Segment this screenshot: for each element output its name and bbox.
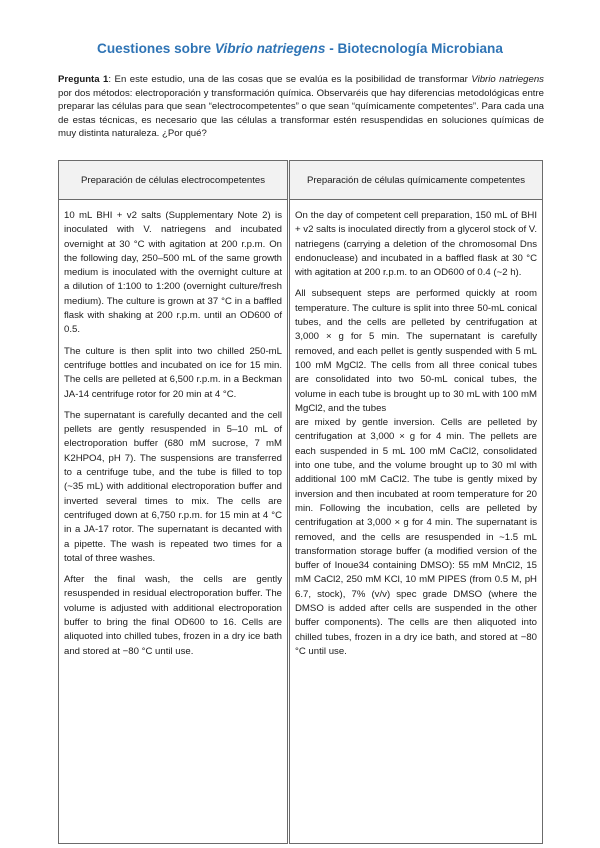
header-electrocompetent: Preparación de células electrocompetentes	[59, 161, 289, 200]
question-text-2: por dos métodos: electroporación y transformación química. Observaréis que hay diferencias metodológicas entre preparar las células para que sean “electrocompetentes” o que sean “químicamente competentes”. Para cada una de estas técnicas, es necesario que las células a transformar estén resuspendidas en soluciones químicas de muy distinta naturaleza. ¿Por qué?	[58, 87, 544, 140]
header-chemically-competent: Preparación de células químicamente competentes	[289, 161, 543, 200]
electro-paragraph: 10 mL BHI + v2 salts (Supplementary Note 2) is inoculated with V. natriegens and incubated overnight at 30 °C with agitation at 200 r.p.m. On the following day, 250–500 mL of the same growth medium is inoculated with the overnight culture at a dilution of 1:100 to 1:200 (overnight culture/fresh medium). The culture is grown at 37 °C in a baffled flask with shaking at 200 r.p.m. until an OD600 of 0.5.	[64, 210, 282, 336]
electro-paragraph: After the final wash, the cells are gently resuspended in residual electroporation buffer. The volume is adjusted with additional electroporation buffer to bring the final OD600 to 16. Cells are aliquoted into chilled tubes, frozen in a dry ice bath and stored at −80 °C until use.	[64, 574, 282, 657]
protocol-table	[58, 160, 543, 844]
table-body-row	[59, 200, 543, 844]
chemically-competent-cell	[289, 200, 543, 844]
electro-paragraph: The supernatant is carefully decanted and the cell pellets are gently resuspended in 5–10 mL of electroporation buffer (680 mM sucrose, 7 mM K2HPO4, pH 7). The suspensions are transferred to a centrifuge tube, and the tube is filled to top (~35 mL) with additional electroporation buffer and inverted several times to mix. The cells are centrifuged down at 6,750 r.p.m. for 15 min at 4 °C in a JA-17 rotor. The supernatant is decanted with a pipette. The wash is repeated two times for a total of three washes.	[64, 409, 282, 564]
chemical-paragraph: All subsequent steps are performed quickly at room temperature. The culture is split into three 50-mL conical tubes, and the cells are pelleted by centrifugation at 3,000 × g for 5 min. The supernatant is carefully removed, and each pellet is gently suspended with 5 mL 100 mM MgCl2. The cells from all three conical tubes are consolidated into two 50-mL conical tubes, the volume in each tube is brought up to 30 mL with 100 mM MgCl2, and the tubes	[295, 288, 537, 414]
electro-paragraph: The culture is then split into two chilled 250-mL centrifuge bottles and incubated on ice for 15 min. The cells are pelleted at 6,500 r.p.m. in a Beckman JA-14 centrifuge rotor for 20 min at 4 °C.	[64, 345, 282, 400]
table-header-row	[59, 161, 543, 200]
chemical-paragraph: On the day of competent cell preparation, 150 mL of BHI + v2 salts is inoculated directly from a glycerol stock of V. natriegens (carrying a deletion of the chromosomal Dns endonuclease) and incubated in a baffled flask at 30 °C with agitation at 200 r.p.m. to an OD600 of 0.4 (~2 h).	[295, 210, 537, 279]
chemical-paragraph: are mixed by gentle inversion. Cells are pelleted by centrifugation at 3,000 × g for 4 min. The pellets are each suspended in 5 mL 100 mM CaCl2, consolidated into one tube, and the volume brought up to 30 ml with additional 100 mM CaCl2. The tube is gently mixed by inversion and then incubated at room temperature for 20 min. Following the incubation, cells are pelleted by centrifugation at 3,000 × g for 4 min. The supernatant is removed, and the cells are resuspended in ~1.5 mL transformation storage buffer (a modified version of the buffer of Inoue34 containing DMSO): 55 mM MnCl2, 15 mM CaCl2, 250 mM KCl, 10 mM PIPES (from 0.5 M, pH 6.7, stock), 7% (v/v) spec grade DMSO (where the DMSO is added after cells are suspended in the other buffer components). The cells are then aliquoted into chilled tubes, frozen in a dry ice bath, and stored at −80 °C until use.	[295, 417, 537, 657]
electrocompetent-cell	[59, 200, 289, 844]
title-suffix: - Biotecnología Microbiana	[325, 41, 503, 56]
title-species: Vibrio natriegens	[214, 41, 326, 56]
question-paragraph	[58, 73, 544, 141]
title-prefix: Cuestiones sobre	[97, 41, 215, 56]
question-label: Pregunta 1	[58, 74, 109, 85]
page-title	[0, 41, 600, 56]
question-species: Vibrio natriegens	[471, 74, 544, 85]
question-text-1: : En este estudio, una de las cosas que se evalúa es la posibilidad de transformar	[108, 74, 472, 85]
